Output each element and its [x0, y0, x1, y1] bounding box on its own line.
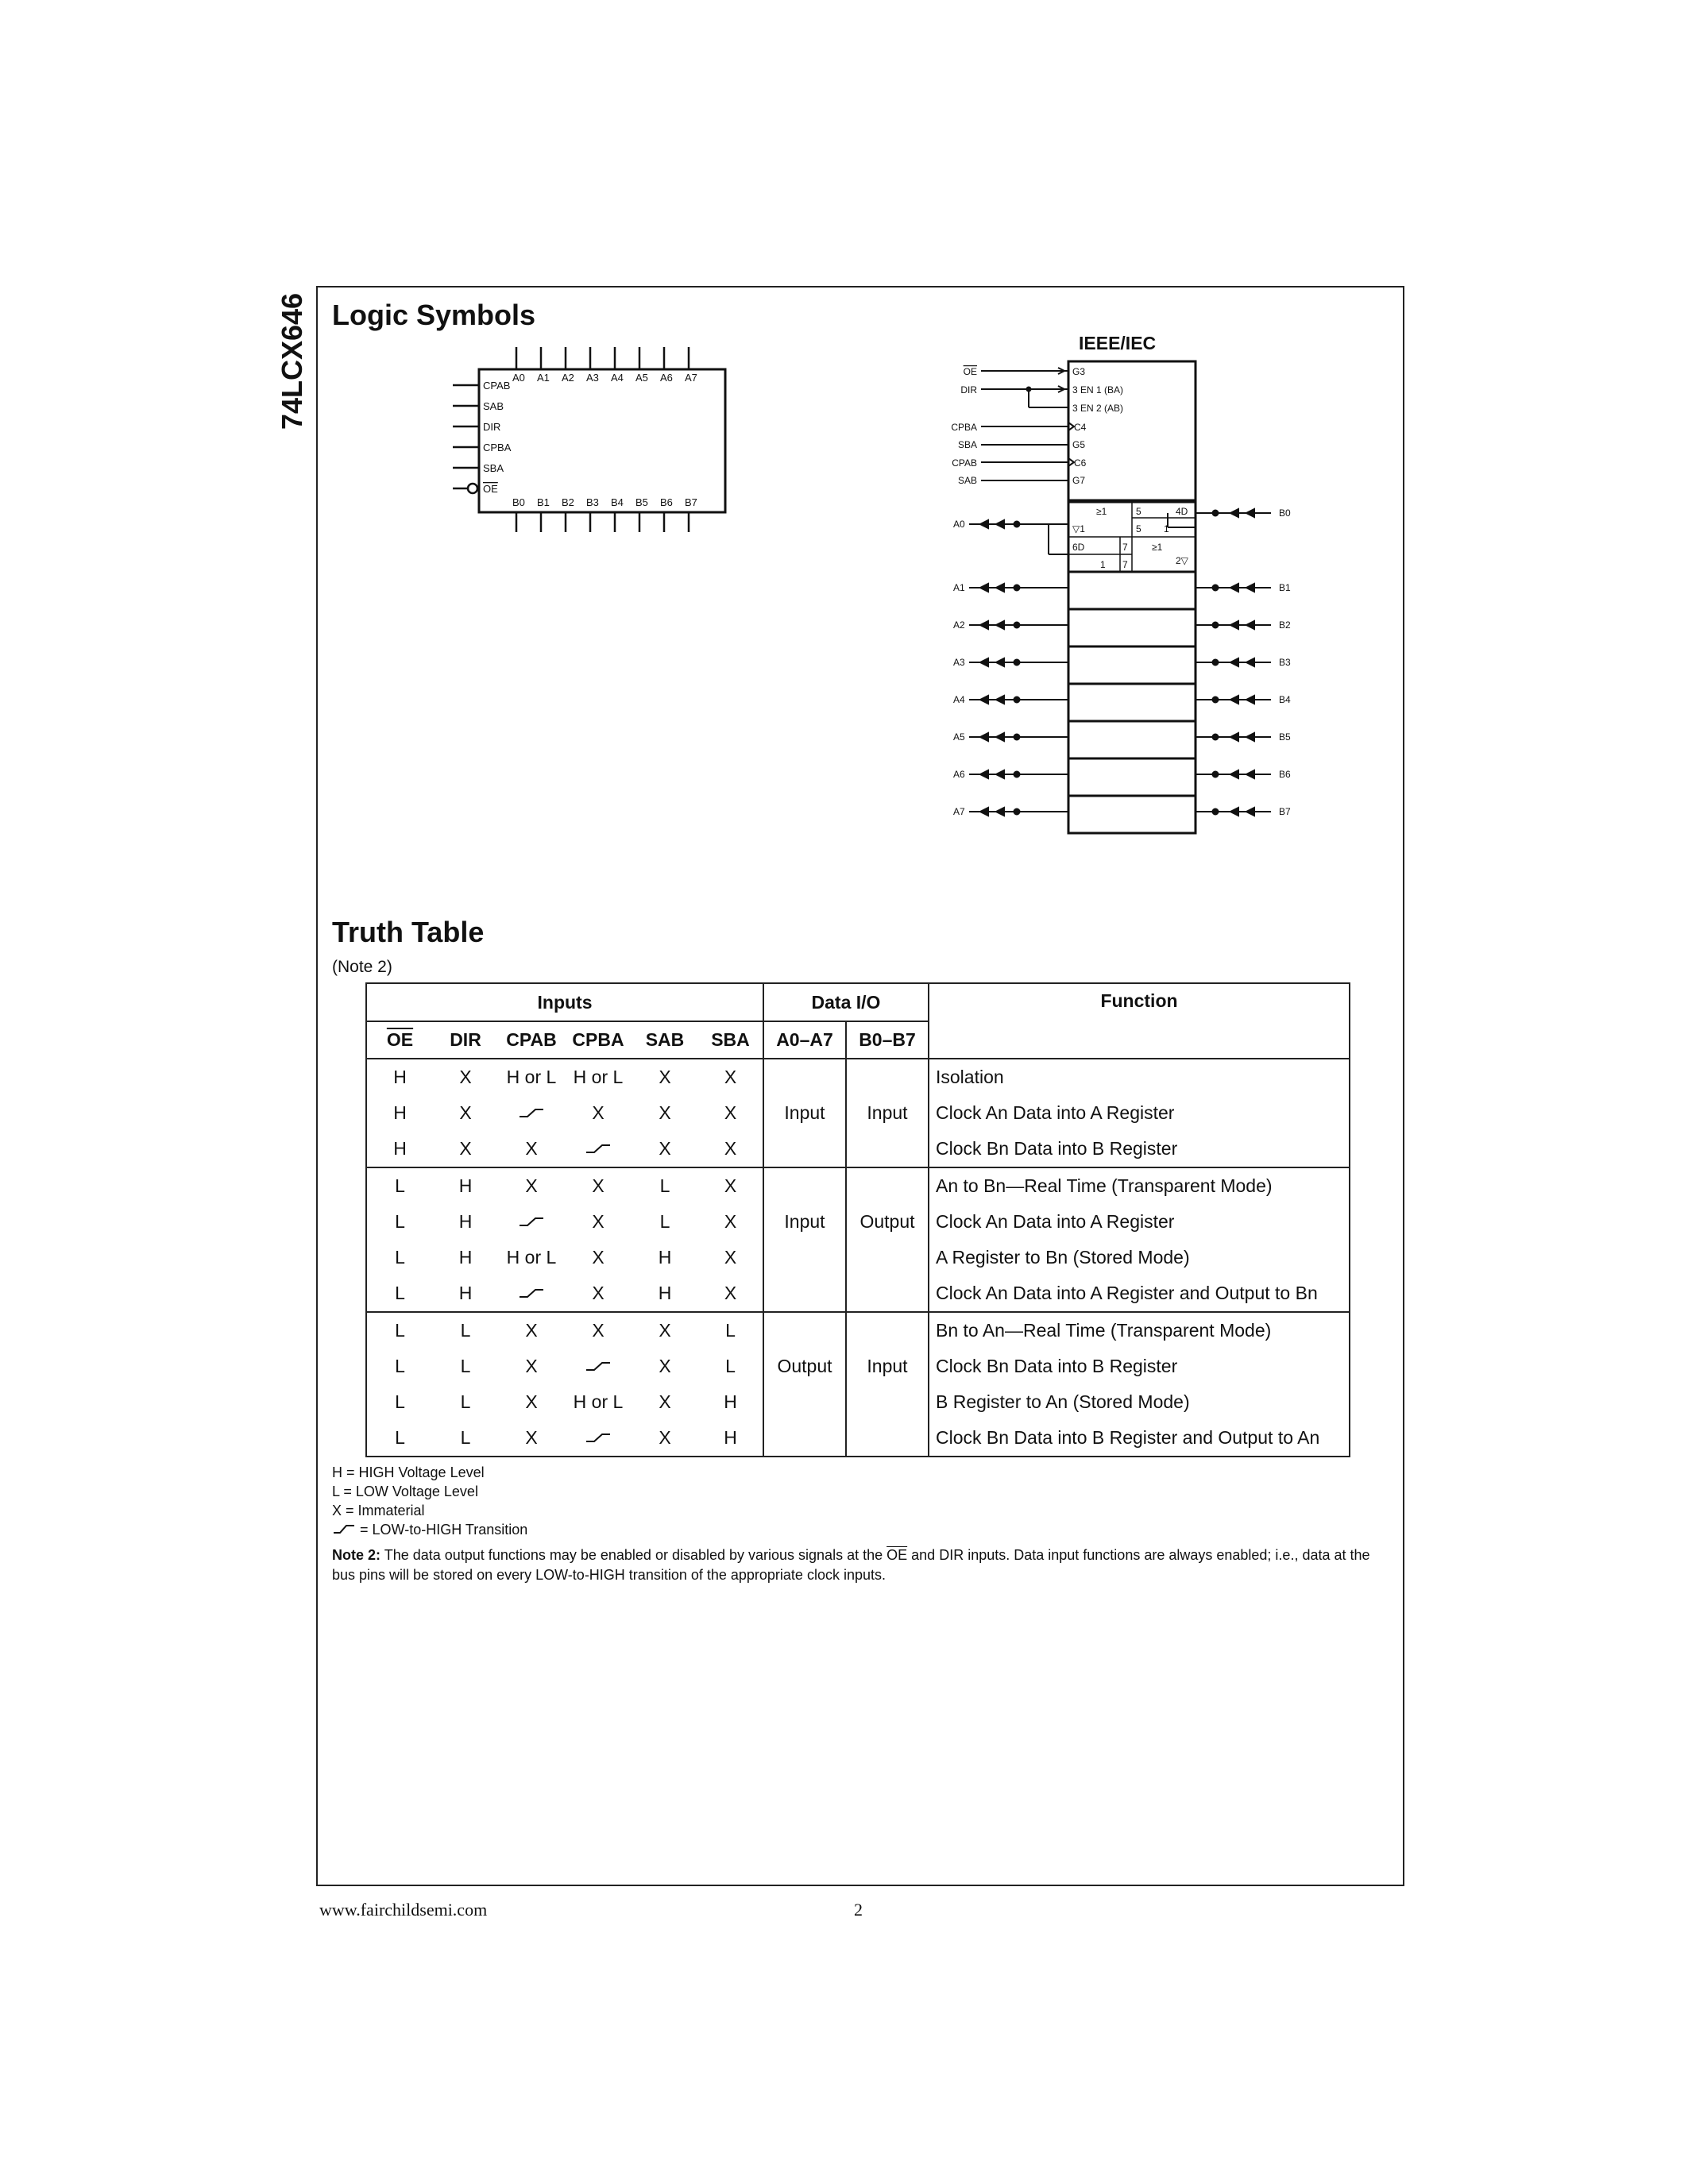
ieee-b5: B5 — [1279, 731, 1291, 743]
cell-oe: L — [366, 1275, 433, 1312]
cell-dir: H — [458, 1175, 473, 1196]
cell-sba: H — [698, 1384, 763, 1420]
cell-b — [846, 1384, 929, 1420]
cell-1b: 1 — [1100, 559, 1106, 570]
cell-7: 7 — [1122, 542, 1128, 553]
ctl-g3: G3 — [1072, 366, 1086, 377]
cell-tri1: ▽1 — [1072, 523, 1085, 534]
cell-cpba: H or L — [573, 1067, 624, 1087]
pin-a6: A6 — [660, 372, 673, 384]
pin-b2: B2 — [562, 496, 574, 508]
table-row — [366, 1384, 1350, 1420]
col-cpba: CPBA — [565, 1021, 632, 1059]
cell-cpab: H or L — [506, 1067, 557, 1087]
ctl-in-sba: SBA — [957, 439, 977, 450]
cell-sba: X — [698, 1131, 763, 1167]
cell-b: Input — [846, 1349, 929, 1384]
ieee-b7: B7 — [1279, 806, 1291, 817]
ctl-en1: 3 EN 1 (BA) — [1072, 384, 1124, 396]
ctl-c6: C6 — [1074, 457, 1087, 469]
truth-table — [365, 982, 1350, 1457]
cell-sab: X — [659, 1356, 671, 1376]
cell-a: Input — [763, 1095, 846, 1131]
cell-cpab: X — [525, 1175, 538, 1196]
cell-a — [763, 1240, 846, 1275]
cell-a: Input — [763, 1204, 846, 1240]
legend-h: H = HIGH Voltage Level — [332, 1464, 485, 1480]
note-2 — [332, 1545, 1381, 1585]
ieee-b0: B0 — [1279, 507, 1291, 519]
table-row — [366, 1059, 1350, 1095]
cell-function: B Register to An (Stored Mode) — [929, 1384, 1350, 1420]
col-a0-a7: A0–A7 — [763, 1021, 846, 1059]
cell-sba: X — [698, 1240, 763, 1275]
cell-b — [846, 1420, 929, 1457]
pin-a1: A1 — [537, 372, 550, 384]
truth-table-heading: Truth Table — [332, 916, 485, 948]
pin-b1: B1 — [537, 496, 550, 508]
ctl-in-sab: SAB — [957, 475, 977, 486]
cell-a — [763, 1275, 846, 1312]
col-sba: SBA — [698, 1021, 763, 1059]
cell-a — [763, 1312, 846, 1349]
ieee-a3: A3 — [953, 657, 965, 668]
cell-sba: X — [698, 1095, 763, 1131]
ctl-g5: G5 — [1072, 439, 1086, 450]
cell-function: A Register to Bn (Stored Mode) — [929, 1240, 1350, 1275]
cell-b — [846, 1240, 929, 1275]
pin-cpba: CPBA — [483, 442, 512, 453]
part-number-vertical: 74LCX646 — [276, 292, 308, 430]
table-row — [366, 1312, 1350, 1349]
cell-sba: X — [698, 1275, 763, 1312]
cell-a — [763, 1131, 846, 1167]
cell-cpab: H or L — [506, 1247, 557, 1268]
footer-page-number: 2 — [854, 1900, 863, 1920]
pin-b6: B6 — [660, 496, 673, 508]
cell-sab: X — [659, 1320, 671, 1341]
cell-b — [846, 1131, 929, 1167]
ctl-en2: 3 EN 2 (AB) — [1072, 403, 1124, 414]
pin-oe: OE — [483, 483, 498, 495]
header-inputs: Inputs — [366, 983, 763, 1021]
truth-table-note-ref: (Note 2) — [332, 958, 392, 976]
cell-a: Output — [763, 1349, 846, 1384]
cell-6d: 6D — [1072, 542, 1085, 553]
cell-sba: L — [698, 1312, 763, 1349]
table-row — [366, 1275, 1350, 1312]
rising-edge-icon — [585, 1360, 612, 1372]
cell-ge1: ≥1 — [1096, 506, 1107, 517]
pin-a2: A2 — [562, 372, 574, 384]
cell-cpab — [498, 1095, 565, 1131]
cell-5b: 5 — [1136, 523, 1141, 534]
pin-b0: B0 — [512, 496, 525, 508]
cell-ge1b: ≥1 — [1152, 542, 1163, 553]
cell-sab: X — [632, 1131, 698, 1167]
cell-cpab — [498, 1275, 565, 1312]
pin-a3: A3 — [586, 372, 599, 384]
table-row — [366, 1420, 1350, 1457]
cell-function: Clock Bn Data into B Register and Output to An — [929, 1420, 1350, 1457]
cell-oe: H — [366, 1095, 433, 1131]
cell-cpba — [565, 1131, 632, 1167]
cell-sba: X — [698, 1059, 763, 1095]
col-cpab: CPAB — [498, 1021, 565, 1059]
table-row — [366, 1240, 1350, 1275]
table-row — [366, 1204, 1350, 1240]
cell-oe: L — [366, 1384, 433, 1420]
cell-cpab — [498, 1204, 565, 1240]
cell-cpba — [565, 1349, 632, 1384]
cell-dir: H — [433, 1275, 498, 1312]
col-dir: DIR — [433, 1021, 498, 1059]
table-row — [366, 1131, 1350, 1167]
ieee-b1: B1 — [1279, 582, 1291, 593]
cell-function: Clock An Data into A Register — [929, 1095, 1350, 1131]
cell-cpab: X — [498, 1420, 565, 1457]
cell-dir: L — [460, 1320, 471, 1341]
cell-b — [846, 1312, 929, 1349]
cell-1: 1 — [1164, 523, 1169, 534]
cell-dir: L — [433, 1420, 498, 1457]
pin-a7: A7 — [685, 372, 697, 384]
logic-symbols-heading: Logic Symbols — [332, 299, 536, 331]
note-2-text-a: The data output functions may be enabled or disabled by various signals at the — [384, 1547, 883, 1563]
cell-cpab: X — [525, 1391, 538, 1412]
ctl-in-oe: OE — [963, 366, 977, 377]
ieee-a6: A6 — [953, 769, 965, 780]
cell-cpba: X — [592, 1211, 605, 1232]
logic-symbol-diagram — [445, 338, 747, 536]
pin-a5: A5 — [635, 372, 648, 384]
ctl-in-cpba: CPBA — [951, 422, 977, 433]
pin-b3: B3 — [586, 496, 599, 508]
ctl-in-dir: DIR — [960, 384, 977, 396]
legend — [332, 1463, 527, 1539]
ctl-g7: G7 — [1072, 475, 1086, 486]
cell-oe: L — [366, 1167, 433, 1204]
cell-oe: L — [366, 1240, 433, 1275]
ieee-b2: B2 — [1279, 619, 1291, 631]
ieee-b3: B3 — [1279, 657, 1291, 668]
note-2-label: Note 2: — [332, 1547, 381, 1563]
cell-dir: H — [458, 1247, 473, 1268]
col-oe: $\overline{OE}$ — [386, 1029, 414, 1050]
cell-2tri: 2▽ — [1176, 555, 1188, 566]
legend-l: L = LOW Voltage Level — [332, 1484, 478, 1499]
cell-sab: L — [659, 1175, 670, 1196]
cell-sab: X — [659, 1067, 671, 1087]
cell-sab: H — [632, 1275, 698, 1312]
rising-edge-icon — [518, 1106, 545, 1119]
cell-5: 5 — [1136, 506, 1141, 517]
cell-dir: L — [460, 1391, 471, 1412]
cell-cpab: X — [525, 1356, 538, 1376]
header-data-io: Data I/O — [763, 983, 929, 1021]
cell-function: Clock An Data into A Register — [929, 1204, 1350, 1240]
cell-a — [763, 1384, 846, 1420]
cell-cpba: X — [592, 1175, 605, 1196]
cell-4d: 4D — [1176, 506, 1188, 517]
rising-edge-icon — [585, 1142, 612, 1155]
pin-b5: B5 — [635, 496, 648, 508]
cell-sab: H — [658, 1247, 672, 1268]
note-2-text-b: and DIR inputs. Data input functions are always enabled; i.e., data at the bus pins will be stored on every LOW-to-HIGH transition of the appropriate clock inputs. — [332, 1547, 1370, 1583]
ieee-a0: A0 — [953, 519, 965, 530]
col-sab: SAB — [632, 1021, 698, 1059]
cell-b — [846, 1275, 929, 1312]
cell-sab: X — [632, 1420, 698, 1457]
cell-function: Clock Bn Data into B Register — [929, 1131, 1350, 1167]
ieee-a5: A5 — [953, 731, 965, 743]
cell-cpba: X — [565, 1275, 632, 1312]
pin-sab: SAB — [483, 400, 504, 412]
cell-oe: H — [366, 1131, 433, 1167]
cell-function: Bn to An—Real Time (Transparent Mode) — [929, 1312, 1350, 1349]
ieee-a4: A4 — [953, 694, 965, 705]
cell-function: Isolation — [929, 1059, 1350, 1095]
cell-function: An to Bn—Real Time (Transparent Mode) — [929, 1167, 1350, 1204]
cell-a — [763, 1420, 846, 1457]
cell-7b: 7 — [1122, 559, 1128, 570]
legend-x: X = Immaterial — [332, 1503, 425, 1518]
cell-dir: X — [433, 1131, 498, 1167]
pin-cpab: CPAB — [483, 380, 511, 392]
cell-dir: X — [459, 1067, 472, 1087]
cell-cpba: X — [592, 1320, 605, 1341]
cell-sba: X — [698, 1204, 763, 1240]
ieee-b4: B4 — [1279, 694, 1291, 705]
pin-a0: A0 — [512, 372, 525, 384]
note-2-oe: $\overline{OE}$ — [886, 1547, 908, 1563]
ieee-title: IEEE/IEC — [1079, 334, 1157, 353]
cell-b — [846, 1059, 929, 1095]
cell-cpba: X — [592, 1102, 605, 1123]
cell-dir: L — [460, 1356, 471, 1376]
ieee-a2: A2 — [953, 619, 965, 631]
cell-sab: X — [659, 1102, 671, 1123]
pin-b4: B4 — [611, 496, 624, 508]
cell-cpba — [565, 1420, 632, 1457]
cell-oe: L — [366, 1204, 433, 1240]
ctl-c4: C4 — [1074, 422, 1087, 433]
pin-b7: B7 — [685, 496, 697, 508]
cell-oe: L — [366, 1420, 433, 1457]
cell-oe: H — [366, 1059, 433, 1095]
footer-url[interactable]: www.fairchildsemi.com — [319, 1900, 488, 1920]
cell-sba: X — [698, 1167, 763, 1204]
cell-dir: X — [459, 1102, 472, 1123]
legend-transition: = LOW-to-HIGH Transition — [332, 1520, 527, 1539]
cell-oe: L — [366, 1312, 433, 1349]
ieee-a7: A7 — [953, 806, 965, 817]
table-row — [366, 1095, 1350, 1131]
rising-edge-icon — [518, 1215, 545, 1228]
pin-dir: DIR — [483, 421, 501, 433]
cell-cpab: X — [498, 1131, 565, 1167]
pin-sba: SBA — [483, 462, 504, 474]
cell-sba: L — [698, 1349, 763, 1384]
cell-b: Input — [846, 1095, 929, 1131]
ieee-a1: A1 — [953, 582, 965, 593]
cell-cpba: H or L — [573, 1391, 624, 1412]
table-row — [366, 1349, 1350, 1384]
cell-cpab: X — [525, 1320, 538, 1341]
col-b0-b7: B0–B7 — [846, 1021, 929, 1059]
cell-b — [846, 1167, 929, 1204]
ieee-iec-symbol — [937, 334, 1303, 842]
pin-a4: A4 — [611, 372, 624, 384]
cell-dir: H — [458, 1211, 473, 1232]
cell-cpba: X — [592, 1247, 605, 1268]
cell-sab: L — [659, 1211, 670, 1232]
cell-b: Output — [846, 1204, 929, 1240]
cell-oe: L — [366, 1349, 433, 1384]
cell-sba: H — [698, 1420, 763, 1457]
cell-a — [763, 1059, 846, 1095]
header-function: Function — [929, 983, 1350, 1059]
rising-edge-icon — [518, 1287, 545, 1299]
cell-sab: X — [659, 1391, 671, 1412]
rising-edge-icon — [585, 1431, 612, 1444]
table-row — [366, 1167, 1350, 1204]
ieee-b6: B6 — [1279, 769, 1291, 780]
cell-function: Clock Bn Data into B Register — [929, 1349, 1350, 1384]
cell-function: Clock An Data into A Register and Output to Bn — [929, 1275, 1350, 1312]
rising-edge-icon — [332, 1523, 356, 1534]
cell-a — [763, 1167, 846, 1204]
ctl-in-cpab: CPAB — [952, 457, 977, 469]
